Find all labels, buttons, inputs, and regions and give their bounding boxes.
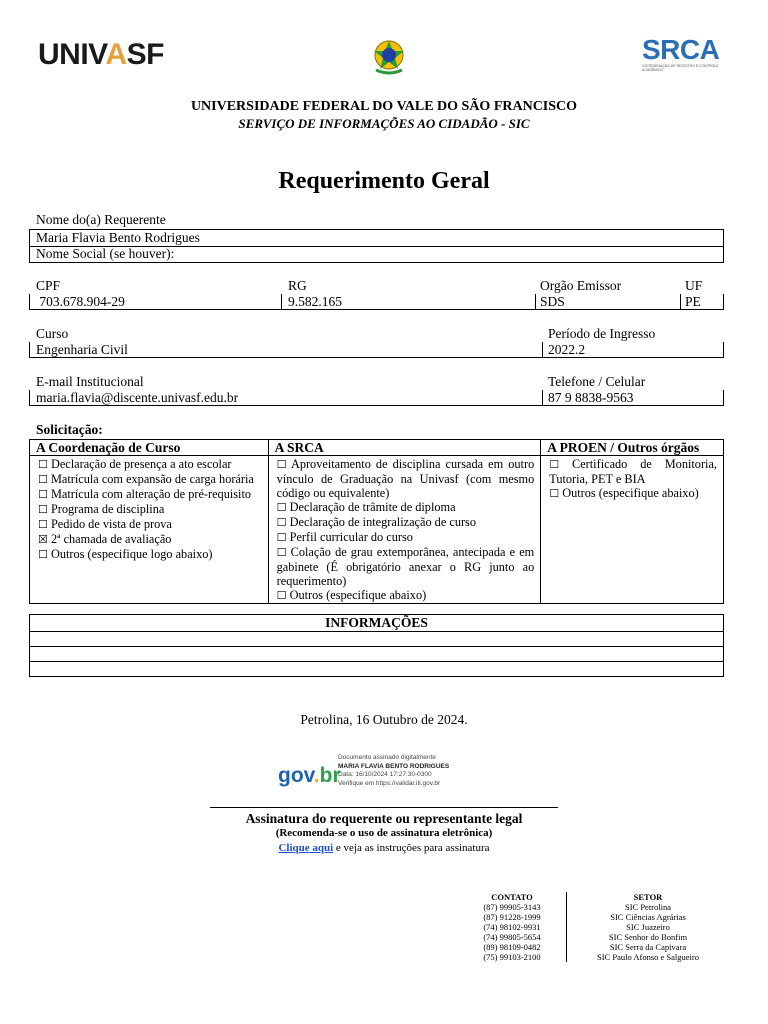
contato-block (470, 892, 554, 962)
checkbox-icon[interactable]: ☐ (276, 589, 287, 602)
divider (566, 892, 567, 962)
divider (535, 294, 536, 309)
curso-label: Curso (36, 326, 69, 341)
email-field[interactable]: maria.flavia@discente.univasf.edu.br (36, 390, 239, 405)
informacoes-line[interactable] (30, 632, 724, 647)
setor-item: SIC Serra da Capivara (609, 942, 687, 952)
signer-name: MARIA FLAVIA BENTO RODRIGUES (338, 762, 450, 770)
signature-line (210, 807, 558, 808)
column-header-proen: A PROEN / Outros órgãos (541, 440, 724, 456)
option-matricula-alteracao[interactable]: ☐ Matrícula com alteração de pré-requisito (38, 487, 252, 501)
rg-label: RG (288, 278, 307, 293)
periodo-label: Período de Ingresso (548, 326, 656, 341)
informacoes-line[interactable] (30, 647, 724, 662)
informacoes-title: INFORMAÇÕES (30, 615, 724, 632)
proen-options (541, 456, 724, 604)
setor-item: SIC Juazeiro (626, 922, 670, 932)
option-tramite-diploma[interactable]: ☐ Declaração de trâmite de diploma (276, 500, 456, 514)
checkbox-icon[interactable]: ☐ (38, 518, 48, 531)
divider (29, 342, 30, 357)
checkbox-icon[interactable]: ☐ (549, 487, 560, 500)
page-title: Requerimento Geral (278, 168, 490, 194)
checkbox-icon[interactable]: ☐ (276, 516, 287, 529)
divider (29, 357, 724, 358)
option-aproveitamento[interactable]: ☐ Aproveitamento de disciplina cursada em outro vínculo de Graduação na Univasf (com mesmo código ou equivalente) (276, 457, 535, 500)
university-name: UNIVERSIDADE FEDERAL DO VALE DO SÃO FRANCISCO (190, 99, 578, 114)
service-name: SERVIÇO DE INFORMAÇÕES AO CIDADÃO - SIC (238, 116, 530, 131)
divider (29, 309, 724, 310)
signature-recommendation: (Recomenda-se o uso de assinatura eletrônica) (275, 827, 493, 839)
contato-phone: (87) 91228-1999 (483, 912, 541, 922)
option-declaracao-presenca[interactable]: ☐ Declaração de presença a ato escolar (38, 457, 232, 471)
cpf-field[interactable]: 703.678.904-29 (36, 294, 125, 309)
divider (281, 294, 282, 309)
date-text: Petrolina, 16 Outubro de 2024. (300, 712, 468, 727)
option-colacao-grau[interactable]: ☐ Colação de grau extemporânea, antecipada e em gabinete (É obrigatório anexar o RG junto ao requerimento) (276, 545, 535, 588)
setor-item: SIC Petrolina (624, 902, 672, 912)
uf-field[interactable]: PE (685, 294, 701, 309)
telefone-label: Telefone / Celular (548, 374, 646, 389)
option-outros-coordenacao[interactable]: ☐ Outros (especifique logo abaixo) (38, 547, 213, 561)
solicitacao-label: Solicitação: (36, 422, 103, 437)
divider (680, 294, 681, 309)
divider (723, 390, 724, 405)
divider (723, 342, 724, 357)
cpf-label: CPF (36, 278, 61, 293)
coordenacao-options (30, 456, 269, 604)
option-integralizacao[interactable]: ☐ Declaração de integralização de curso (276, 515, 476, 529)
option-outros-proen[interactable]: ☐ Outros (especifique abaixo) (549, 486, 699, 500)
srca-logo: SRCA COORDENAÇÃO DE REGISTRO E CONTROLE ACADÊMICO (642, 34, 720, 72)
nome-label: Nome do(a) Requerente (36, 212, 166, 227)
contato-phone: (74) 98102-9931 (483, 922, 541, 932)
contato-phone: (75) 99103-2100 (483, 952, 541, 962)
srca-options (268, 456, 541, 604)
checkbox-icon[interactable]: ☐ (38, 503, 48, 516)
brazil-coat-of-arms-icon (368, 36, 410, 78)
email-label: E-mail Institucional (36, 374, 144, 389)
checkbox-icon[interactable]: ☐ (276, 531, 287, 544)
divider (29, 390, 30, 405)
nome-social-field[interactable]: Nome Social (se houver): (36, 246, 175, 261)
option-segunda-chamada[interactable]: ☒ 2ª chamada de avaliação (38, 532, 172, 546)
contato-title: CONTATO (491, 892, 533, 902)
curso-field[interactable]: Engenharia Civil (36, 342, 128, 357)
option-programa-disciplina[interactable]: ☐ Programa de disciplina (38, 502, 165, 516)
checkbox-icon[interactable]: ☐ (549, 458, 560, 471)
option-vista-prova[interactable]: ☐ Pedido de vista de prova (38, 517, 172, 531)
doc-signed-text: Documento assinado digitalmente (338, 754, 436, 761)
divider (723, 294, 724, 309)
rg-field[interactable]: 9.582.165 (288, 294, 342, 309)
checkbox-icon[interactable]: ☐ (38, 548, 48, 561)
checkbox-icon[interactable]: ☐ (38, 488, 48, 501)
digital-signature-stamp (338, 754, 449, 788)
informacoes-line[interactable] (30, 662, 724, 677)
sign-date: Data: 16/10/2024 17:27:30-0300 (338, 771, 432, 778)
checked-checkbox-icon[interactable]: ☒ (38, 533, 48, 546)
divider (542, 390, 543, 405)
telefone-field[interactable]: 87 9 8838-9563 (548, 390, 634, 405)
option-outros-srca[interactable]: ☐ Outros (especifique abaixo) (276, 588, 427, 602)
informacoes-table (29, 614, 724, 677)
column-header-srca: A SRCA (268, 440, 541, 456)
govbr-logo: gov.br (278, 764, 341, 787)
signature-title: Assinatura do requerente ou representante legal (245, 811, 523, 826)
checkbox-icon[interactable]: ☐ (276, 501, 287, 514)
option-certificado-monitoria[interactable]: ☐ Certificado de Monitoria, Tutoria, PET e BIA (549, 457, 717, 486)
orgao-field[interactable]: SDS (540, 294, 565, 309)
setor-block (586, 892, 710, 962)
option-matricula-expansao[interactable]: ☐ Matrícula com expansão de carga horária (38, 472, 254, 486)
column-header-coordenacao: A Coordenação de Curso (30, 440, 269, 456)
setor-title: SETOR (633, 892, 663, 902)
divider (542, 342, 543, 357)
contato-phone: (87) 99905-3143 (483, 902, 541, 912)
clique-aqui-link[interactable]: Clique aqui (278, 842, 334, 854)
contato-phone: (74) 99805-5654 (483, 932, 541, 942)
nome-field[interactable]: Maria Flavia Bento Rodrigues (36, 230, 200, 245)
setor-item: SIC Paulo Afonso e Salgueiro (597, 952, 699, 962)
checkbox-icon[interactable]: ☐ (38, 458, 48, 471)
orgao-label: Orgão Emissor (540, 278, 622, 293)
uf-label: UF (685, 278, 703, 293)
checkbox-icon[interactable]: ☐ (38, 473, 48, 486)
contato-phone: (89) 98109-0482 (483, 942, 541, 952)
option-perfil-curricular[interactable]: ☐ Perfil curricular do curso (276, 530, 413, 544)
verify-text: Verifique em https://validar.iti.gov.br (338, 779, 441, 787)
setor-item: SIC Ciências Agrárias (610, 912, 686, 922)
checkbox-icon[interactable]: ☐ (276, 546, 287, 559)
divider (29, 294, 30, 309)
setor-item: SIC Senhor do Bonfim (608, 932, 688, 942)
solicitacao-table (29, 439, 724, 604)
checkbox-icon[interactable]: ☐ (276, 458, 287, 471)
periodo-field[interactable]: 2022.2 (548, 342, 586, 357)
signature-instructions: Clique aqui e veja as instruções para assinatura (278, 842, 490, 854)
univasf-logo: UNIVASF (38, 38, 164, 71)
